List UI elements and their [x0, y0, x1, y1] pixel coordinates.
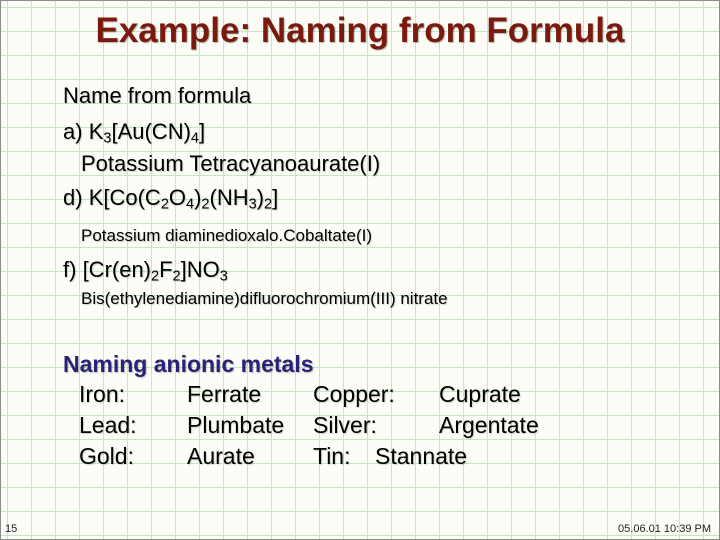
- anion-name: Plumbate: [187, 412, 285, 438]
- metal-name: Tin:: [313, 443, 351, 469]
- example-a-formula: [63, 119, 205, 145]
- example-d-formula: [63, 185, 278, 211]
- metal-name: Silver:: [313, 412, 377, 438]
- formula-subscript: 3: [219, 268, 228, 285]
- anion-name: Cuprate: [439, 381, 521, 407]
- example-a-name: Potassium Tetracyanoaurate(I): [81, 151, 381, 176]
- formula-part: [Cr(en): [82, 257, 152, 282]
- formula-subscript: 2: [160, 196, 169, 213]
- example-a-formula-text: [88, 119, 206, 147]
- example-f-name: Bis(ethylenediamine)difluorochromium(III) nitrate: [81, 289, 448, 308]
- example-a-label: a): [63, 119, 89, 144]
- metal-name: Copper:: [313, 381, 395, 407]
- formula-subscript: 2: [201, 196, 210, 213]
- formula-part: ]NO: [180, 257, 220, 282]
- formula-subscript: 2: [264, 196, 273, 213]
- example-d-label: d): [63, 185, 89, 210]
- formula-subscript: 3: [248, 196, 257, 213]
- metal-name: Lead:: [79, 412, 137, 438]
- formula-part: K[Co(C: [88, 185, 161, 210]
- anion-name: Aurate: [187, 443, 255, 469]
- formula-part: K: [88, 119, 104, 144]
- anion-name: Argentate: [439, 412, 539, 438]
- example-d-name: Potassium diaminedioxalo.Cobaltate(I): [81, 226, 373, 245]
- formula-part: O: [168, 185, 187, 210]
- formula-part: ): [194, 185, 202, 210]
- formula-subscript: 2: [151, 268, 160, 285]
- formula-part: F: [159, 257, 173, 282]
- formula-subscript: 4: [186, 196, 195, 213]
- anion-name: Stannate: [375, 443, 468, 469]
- formula-part: ]: [272, 185, 279, 210]
- metals-heading: Naming anionic metals: [63, 351, 314, 377]
- example-f-label: f): [63, 257, 83, 282]
- formula-subscript: 3: [103, 130, 112, 147]
- page-number: 15: [5, 523, 18, 535]
- intro-text: Name from formula: [63, 83, 252, 108]
- formula-part: [Au(CN): [111, 119, 191, 144]
- metal-name: Iron:: [79, 381, 126, 407]
- formula-subscript: 4: [190, 130, 199, 147]
- formula-part: ]: [198, 119, 206, 144]
- example-d-formula-text: [88, 185, 279, 213]
- formula-part: ): [256, 185, 265, 210]
- example-f-formula-text: [82, 257, 228, 285]
- formula-subscript: 2: [172, 268, 181, 285]
- metal-name: Gold:: [79, 443, 134, 469]
- anion-name: Ferrate: [187, 381, 262, 407]
- formula-part: (NH: [209, 185, 249, 210]
- slide-title: Example: Naming from Formula: [95, 11, 625, 50]
- date-time: 05.06.01 10:39 PM: [618, 523, 711, 535]
- example-f-formula: [63, 257, 228, 283]
